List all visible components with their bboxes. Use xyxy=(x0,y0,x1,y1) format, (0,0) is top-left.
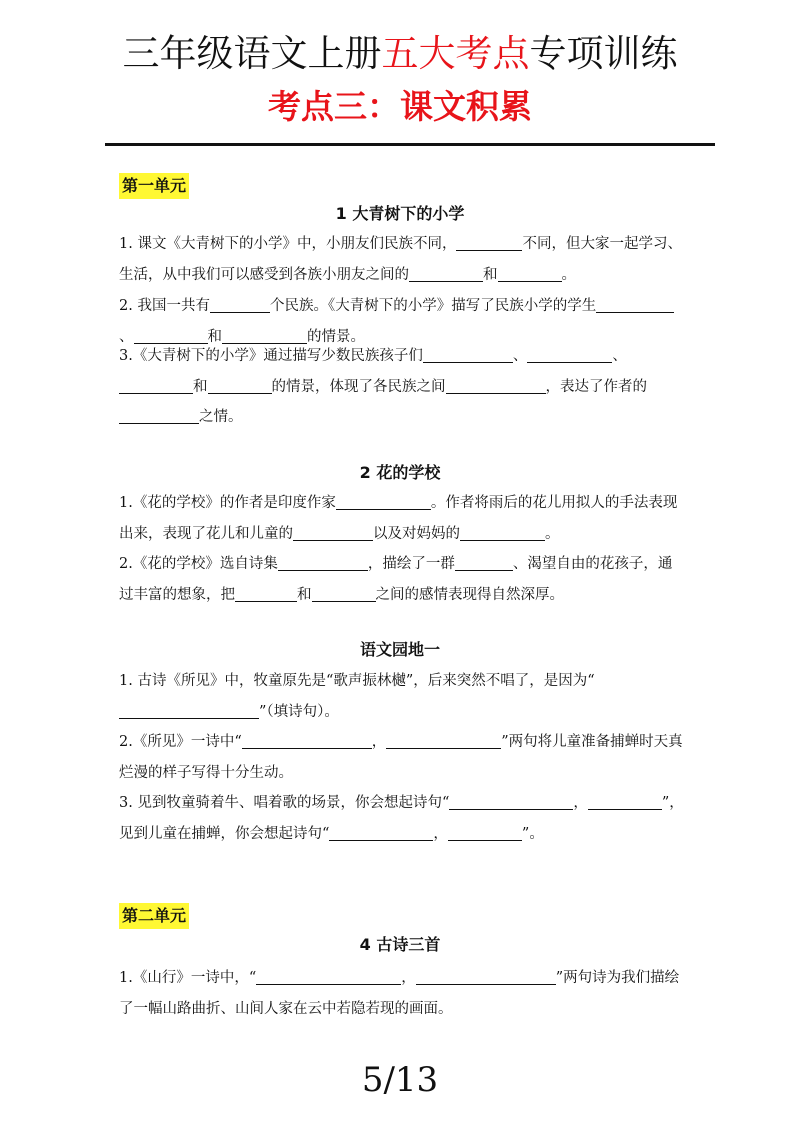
garden-1-question-2: 2.《所见》一诗中“ ， ”两句将儿童准备捕蝉时天真烂漫的样子写得十分生动。 xyxy=(119,734,683,781)
answer-blank[interactable] xyxy=(312,585,376,602)
document-title xyxy=(0,30,800,78)
answer-blank[interactable] xyxy=(208,377,272,394)
lesson-1-title: 1 大青树下的小学 xyxy=(335,204,465,223)
lesson-1-question-1: 1. 课文《大青树下的小学》中，小朋友们民族不同， 不同，但大家一起学习、生活，从中我们可以感受到各族小朋友之间的 和 。 xyxy=(119,236,682,283)
answer-blank[interactable] xyxy=(293,524,373,541)
answer-blank[interactable] xyxy=(449,793,573,810)
answer-blank[interactable] xyxy=(446,377,546,394)
answer-blank[interactable] xyxy=(423,346,513,363)
answer-blank[interactable] xyxy=(278,554,368,571)
answer-blank[interactable] xyxy=(527,346,612,363)
answer-blank[interactable] xyxy=(210,296,270,313)
title-divider xyxy=(105,143,715,146)
title-part-1: 三年级语文上册 xyxy=(122,32,382,75)
answer-blank[interactable] xyxy=(409,265,483,282)
document-subtitle: 考点三：课文积累 xyxy=(268,87,532,126)
answer-blank[interactable] xyxy=(456,234,522,251)
lesson-2-question-2: 2.《花的学校》选自诗集 ，描绘了一群 、渴望自由的花孩子，通过丰富的想象，把 和 之间的感情表现得自然深厚。 xyxy=(119,556,673,603)
answer-blank[interactable] xyxy=(242,732,372,749)
garden-1-title: 语文园地一 xyxy=(359,640,440,659)
answer-blank[interactable] xyxy=(416,968,556,985)
unit-2-label: 第二单元 xyxy=(119,903,189,929)
answer-blank[interactable] xyxy=(448,824,522,841)
title-part-3: 专项训练 xyxy=(529,32,678,75)
title-part-2: 五大考点 xyxy=(381,32,530,75)
page-number: 5/13 xyxy=(361,1060,439,1100)
answer-blank[interactable] xyxy=(119,407,199,424)
answer-blank[interactable] xyxy=(329,824,433,841)
garden-1-question-1: 1. 古诗《所见》中，牧童原先是“歌声振林樾”，后来突然不唱了，是因为“”（填诗句）。 xyxy=(119,673,595,720)
answer-blank[interactable] xyxy=(596,296,674,313)
lesson-4-title: 4 古诗三首 xyxy=(359,935,441,954)
answer-blank[interactable] xyxy=(336,493,431,510)
lesson-4-question-1: 1.《山行》一诗中，“ ， ”两句诗为我们描绘了一幅山路曲折、山间人家在云中若隐若现的画面。 xyxy=(119,970,680,1017)
lesson-2-question-1: 1.《花的学校》的作者是印度作家 。作者将雨后的花儿用拟人的手法表现出来，表现了花儿和儿童的 以及对妈妈的 。 xyxy=(119,495,678,542)
answer-blank[interactable] xyxy=(119,377,193,394)
answer-blank[interactable] xyxy=(256,968,401,985)
answer-blank[interactable] xyxy=(235,585,297,602)
answer-blank[interactable] xyxy=(386,732,501,749)
answer-blank[interactable] xyxy=(119,702,259,719)
lesson-1-question-3: 3.《大青树下的小学》通过描写少数民族孩子们 、 、和 的情景，体现了各民族之间 ，表达了作者的之情。 xyxy=(119,348,647,425)
answer-blank[interactable] xyxy=(455,554,513,571)
garden-1-question-3: 3. 见到牧童骑着牛、唱着歌的场景，你会想起诗句“ ， ”，见到儿童在捕蝉，你会想起诗句“ ， ”。 xyxy=(119,795,684,842)
lesson-2-title: 2 花的学校 xyxy=(359,463,441,482)
lesson-1-question-2: 2. 我国一共有 个民族。《大青树下的小学》描写了民族小学的学生、 和 的情景。 xyxy=(119,291,684,352)
answer-blank[interactable] xyxy=(498,265,562,282)
unit-1-label: 第一单元 xyxy=(119,173,189,199)
answer-blank[interactable] xyxy=(460,524,545,541)
answer-blank[interactable] xyxy=(588,793,662,810)
